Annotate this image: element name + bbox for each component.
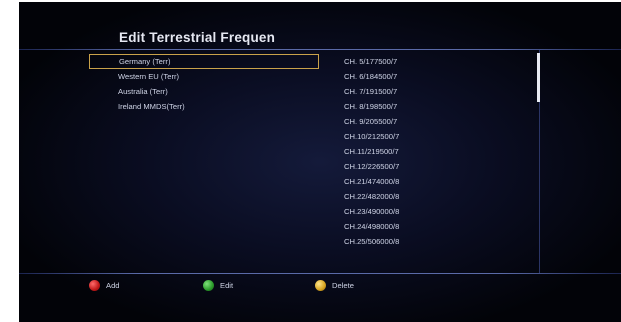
red-button-icon [89, 280, 100, 291]
edit-button[interactable] [203, 280, 233, 291]
edit-label: Edit [220, 281, 234, 290]
channel-item[interactable]: CH. 7/191500/7 [344, 87, 398, 96]
region-list [89, 54, 319, 114]
region-item-germany[interactable] [89, 54, 319, 69]
channel-item[interactable]: CH. 8/198500/7 [344, 102, 398, 111]
channel-item[interactable]: CH.11/219500/7 [344, 147, 399, 156]
footer-divider [19, 273, 621, 274]
channel-item[interactable]: CH. 5/177500/7 [344, 57, 398, 66]
region-item-label: Ireland MMDS(Terr) [118, 102, 185, 111]
page-title: Edit Terrestrial Frequen [119, 30, 276, 45]
channel-item[interactable]: CH.12/226500/7 [344, 162, 400, 171]
region-item-label: Australia (Terr) [118, 87, 168, 96]
tv-screen [19, 2, 621, 322]
green-button-icon [203, 280, 214, 291]
add-label: Add [106, 281, 120, 290]
channel-item[interactable]: CH.10/212500/7 [344, 132, 400, 141]
channel-item[interactable]: CH.21/474000/8 [344, 177, 400, 186]
channel-item[interactable]: CH.25/506000/8 [344, 237, 400, 246]
region-item-label: Germany (Terr) [119, 57, 171, 66]
delete-button[interactable] [315, 280, 354, 291]
region-item-western-eu[interactable] [89, 69, 319, 84]
add-button[interactable] [89, 280, 120, 291]
channel-list [344, 54, 544, 249]
region-item-ireland-mmds[interactable] [89, 99, 319, 114]
channel-item[interactable]: CH. 9/205500/7 [344, 117, 398, 126]
footer-legend [89, 280, 589, 294]
channel-item[interactable]: CH.24/498000/8 [344, 222, 400, 231]
delete-label: Delete [332, 281, 354, 290]
scrollbar-thumb[interactable] [537, 53, 540, 102]
channel-item[interactable]: CH. 6/184500/7 [344, 72, 398, 81]
title-divider [19, 49, 621, 50]
channel-item[interactable]: CH.23/490000/8 [344, 207, 400, 216]
yellow-button-icon [315, 280, 326, 291]
channel-item[interactable]: CH.22/482000/8 [344, 192, 400, 201]
region-item-label: Western EU (Terr) [118, 72, 180, 81]
region-item-australia[interactable] [89, 84, 319, 99]
